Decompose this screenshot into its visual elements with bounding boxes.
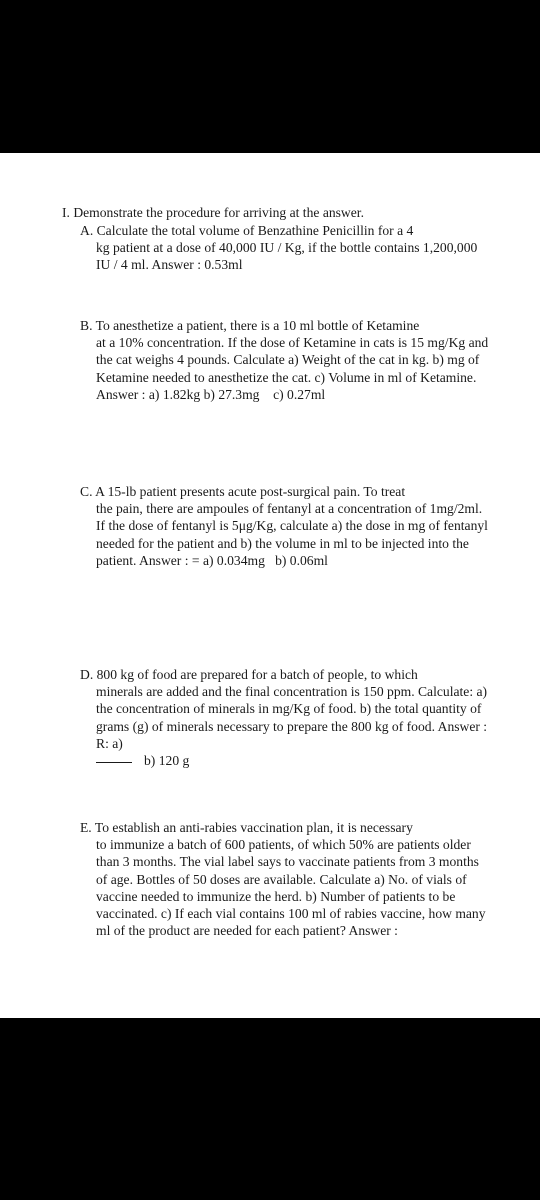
problem-e [80, 819, 490, 939]
problem-a [80, 222, 490, 274]
problem-d [80, 666, 490, 769]
problem-c-lead: C. A 15-lb patient presents acute post-surgical pain. To treat [80, 484, 406, 499]
problem-e-lead: E. To establish an anti-rabies vaccination plan, it is necessary [80, 820, 413, 835]
problem-c [80, 483, 490, 569]
problem-a-lead: A. Calculate the total volume of Benzathine Penicillin for a 4 [80, 223, 414, 238]
problem-b-lead: B. To anesthetize a patient, there is a 10 ml bottle of Ketamine [80, 318, 420, 333]
problem-e-body: to immunize a batch of 600 patients, of which 50% are patients older than 3 months. The vial label says to vaccinate patients from 3 months of age. Bottles of 50 doses are available. Calculate a) No. of vials of vaccine needed to immunize the herd. b) Number of patients to be vaccinated. c) If each vial contains 100 ml of rabies vaccine, how many ml of the product are needed for each patient? Answer : [96, 837, 486, 939]
problem-b [80, 317, 490, 403]
bottom-black-bar [0, 1018, 540, 1200]
problem-d-answer-b: b) 120 g [144, 753, 190, 769]
problem-d-body: minerals are added and the final concentration is 150 ppm. Calculate: a) the concentration of minerals in mg/Kg of food. b) the total quantity of grams (g) of minerals necessary to prepare the 800 kg of food. Answer : R: a) [96, 684, 488, 751]
answer-blank [96, 762, 132, 763]
problem-b-body: at a 10% concentration. If the dose of Ketamine in cats is 15 mg/Kg and the cat weighs 4 pounds. Calculate a) Weight of the cat in kg. b) mg of Ketamine needed to anesthetize the cat. c) Volume in ml of Ketamine. Answer : a) 1.82kg b) 27.3mg c) 0.27ml [96, 335, 492, 402]
problem-c-body: the pain, there are ampoules of fentanyl at a concentration of 1mg/2ml. If the dose of fentanyl is 5μg/Kg, calculate a) the dose in mg of fentanyl needed for the patient and b) the volume in ml to be injected into the patient. Answer : = a) 0.034mg b) 0.06ml [96, 501, 492, 568]
problem-d-lead: D. 800 kg of food are prepared for a batch of people, to which [80, 667, 418, 682]
problem-a-body: kg patient at a dose of 40,000 IU / Kg, if the bottle contains 1,200,000 IU / 4 ml. Answer : 0.53ml [96, 240, 478, 273]
top-black-bar [0, 0, 540, 153]
instructions-heading: I. Demonstrate the procedure for arriving at the answer. [62, 205, 364, 220]
problem-d-answer-line [80, 752, 490, 769]
document-page [0, 153, 540, 1018]
